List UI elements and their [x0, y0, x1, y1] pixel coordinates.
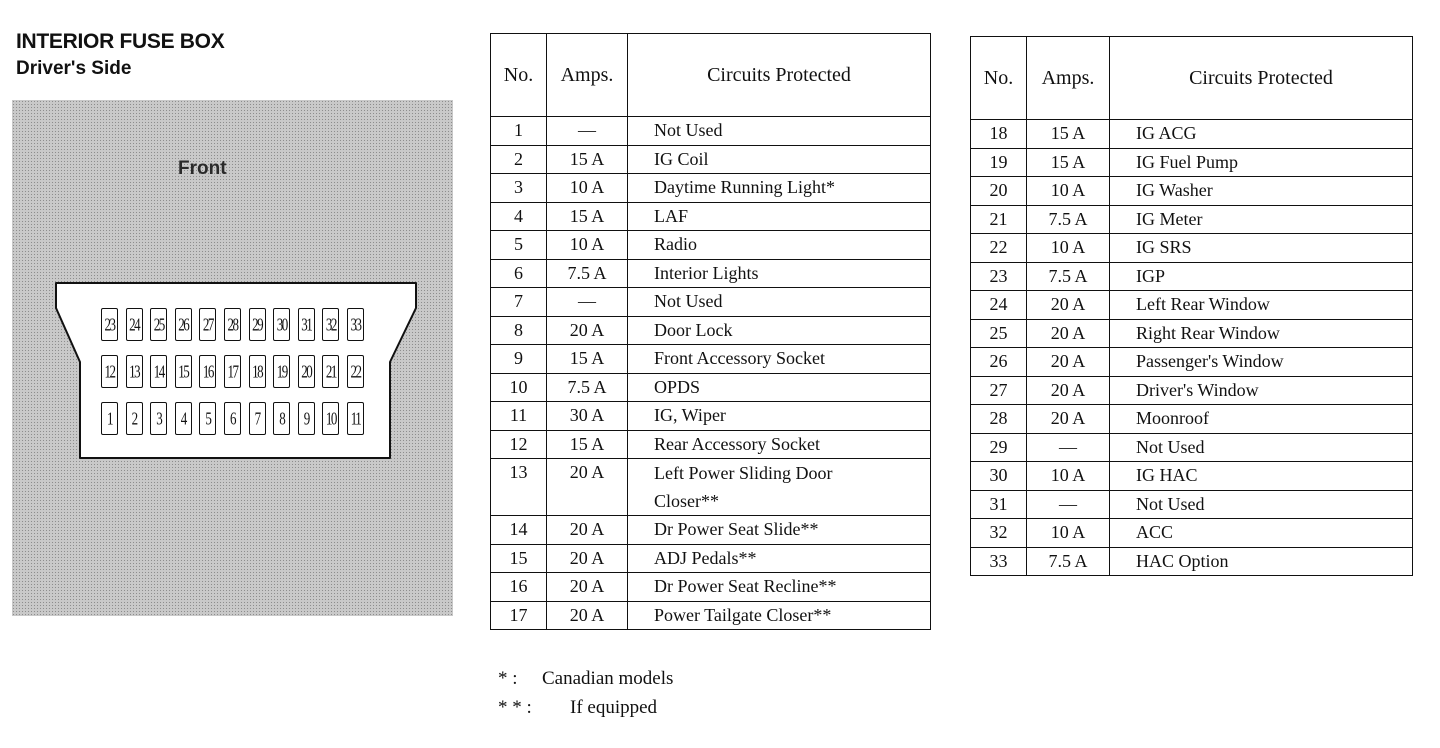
amperage-cell: 20 A: [547, 316, 628, 345]
fuse-number-cell: 14: [491, 516, 547, 545]
fuse-number: 20: [301, 360, 312, 381]
fuse-number: 17: [227, 360, 238, 381]
fuse-slot: [273, 308, 290, 341]
circuit-cell: Daytime Running Light*: [628, 174, 931, 203]
fuse-number-cell: 32: [971, 519, 1027, 548]
circuit-cell: Not Used: [628, 288, 931, 317]
fuse-number: 12: [104, 360, 115, 381]
fuse-slot: [273, 402, 290, 435]
fuse-number: 24: [129, 313, 140, 334]
circuit-cell: Front Accessory Socket: [628, 345, 931, 374]
table-row: [491, 544, 931, 573]
fuse-slot: [126, 402, 143, 435]
amperage-cell: 7.5 A: [1027, 205, 1110, 234]
fuse-slot: [249, 355, 266, 388]
amperage-cell: —: [547, 117, 628, 146]
fuse-number-cell: 27: [971, 376, 1027, 405]
amperage-cell: 15 A: [547, 202, 628, 231]
amperage-cell: 10 A: [1027, 177, 1110, 206]
table-row: [971, 376, 1413, 405]
footnote-mark: * * :: [498, 697, 532, 718]
table-row: [491, 373, 931, 402]
fuse-number-cell: 7: [491, 288, 547, 317]
fuse-number: 13: [129, 360, 140, 381]
fuse-number: 21: [325, 360, 336, 381]
table-row: [491, 259, 931, 288]
fuse-number: 2: [131, 407, 137, 428]
table-row: [971, 405, 1413, 434]
table-row: [491, 573, 931, 602]
footnote-equipped: [498, 697, 657, 719]
fuse-number-cell: 4: [491, 202, 547, 231]
fuse-number-cell: 16: [491, 573, 547, 602]
fuse-number-cell: 24: [971, 291, 1027, 320]
fuse-number-cell: 25: [971, 319, 1027, 348]
amperage-cell: —: [1027, 433, 1110, 462]
amperage-cell: 20 A: [547, 544, 628, 573]
table-row: [971, 490, 1413, 519]
fuse-slot: [126, 308, 143, 341]
fuse-number: 8: [279, 407, 285, 428]
fuse-number: 33: [350, 313, 361, 334]
fuse-number-cell: 9: [491, 345, 547, 374]
amperage-cell: 30 A: [547, 402, 628, 431]
table-row: [491, 516, 931, 545]
fuse-slot: [249, 402, 266, 435]
amperage-cell: 15 A: [547, 145, 628, 174]
fuse-number: 32: [325, 313, 336, 334]
table-row: [971, 291, 1413, 320]
table-row: [491, 459, 931, 516]
fuse-slot: [101, 355, 118, 388]
circuit-cell: Right Rear Window: [1110, 319, 1413, 348]
table-row: [491, 145, 931, 174]
fuse-slot: [224, 355, 241, 388]
circuit-cell: [628, 459, 931, 516]
amperage-cell: 20 A: [547, 573, 628, 602]
column-header-no: No.: [491, 34, 547, 117]
fuse-number: 18: [252, 360, 263, 381]
fuse-number: 30: [276, 313, 287, 334]
column-header-no: No.: [971, 37, 1027, 120]
fuse-number-cell: 2: [491, 145, 547, 174]
fuse-number-cell: 31: [971, 490, 1027, 519]
fuse-number-cell: 23: [971, 262, 1027, 291]
amperage-cell: 7.5 A: [547, 259, 628, 288]
table-row: [971, 547, 1413, 576]
table-row: [491, 202, 931, 231]
amperage-cell: 7.5 A: [547, 373, 628, 402]
table-row: [491, 430, 931, 459]
table-row: [491, 231, 931, 260]
fuse-number-cell: 11: [491, 402, 547, 431]
table-row: [971, 462, 1413, 491]
amperage-cell: 20 A: [547, 601, 628, 630]
fuse-number-cell: 15: [491, 544, 547, 573]
fuse-number: 25: [153, 313, 164, 334]
fuse-number-cell: 6: [491, 259, 547, 288]
table-row: [971, 348, 1413, 377]
circuit-cell: Dr Power Seat Slide**: [628, 516, 931, 545]
footnote-canadian: [498, 668, 673, 690]
fuse-slot: [175, 402, 192, 435]
circuit-cell: OPDS: [628, 373, 931, 402]
circuit-cell: Radio: [628, 231, 931, 260]
circuit-cell: Door Lock: [628, 316, 931, 345]
fuse-slot: [199, 402, 216, 435]
fuse-number-cell: 3: [491, 174, 547, 203]
fuse-number-cell: 21: [971, 205, 1027, 234]
fuse-slot: [150, 402, 167, 435]
circuit-cell: Dr Power Seat Recline**: [628, 573, 931, 602]
amperage-cell: 7.5 A: [1027, 547, 1110, 576]
circuit-cell: ACC: [1110, 519, 1413, 548]
table-row: [491, 316, 931, 345]
page-title: INTERIOR FUSE BOX: [16, 30, 225, 53]
fuse-number: 5: [205, 407, 211, 428]
column-header-circuits: Circuits Protected: [1110, 37, 1413, 120]
fuse-number-cell: 10: [491, 373, 547, 402]
table-row: [971, 319, 1413, 348]
footnote-text: Canadian models: [542, 668, 674, 689]
fuse-number: 14: [153, 360, 164, 381]
circuit-cell: Interior Lights: [628, 259, 931, 288]
amperage-cell: 20 A: [547, 459, 628, 516]
table-row: [971, 205, 1413, 234]
fuse-slot: [249, 308, 266, 341]
fuse-number-cell: 18: [971, 120, 1027, 149]
amperage-cell: 20 A: [1027, 405, 1110, 434]
fuse-number: 28: [227, 313, 238, 334]
amperage-cell: 20 A: [1027, 376, 1110, 405]
circuit-cell: ADJ Pedals**: [628, 544, 931, 573]
fuse-slot: [150, 355, 167, 388]
fuse-number-cell: 13: [491, 459, 547, 516]
fuse-number-cell: 19: [971, 148, 1027, 177]
fuse-number-cell: 12: [491, 430, 547, 459]
fuse-number: 31: [301, 313, 312, 334]
fuse-table-left: [490, 33, 931, 630]
circuit-cell: Not Used: [1110, 490, 1413, 519]
fuse-number: 11: [350, 407, 361, 428]
amperage-cell: 15 A: [1027, 120, 1110, 149]
amperage-cell: 15 A: [1027, 148, 1110, 177]
fuse-slot: [322, 355, 339, 388]
table-row: [491, 117, 931, 146]
fuse-number-cell: 5: [491, 231, 547, 260]
circuit-cell: Not Used: [1110, 433, 1413, 462]
fuse-number-cell: 30: [971, 462, 1027, 491]
circuit-cell: Not Used: [628, 117, 931, 146]
table-row: [971, 234, 1413, 263]
fuse-number: 4: [180, 407, 186, 428]
table-row: [971, 262, 1413, 291]
amperage-cell: 10 A: [1027, 234, 1110, 263]
amperage-cell: —: [547, 288, 628, 317]
fuse-slot: [199, 308, 216, 341]
fuse-slot: [298, 355, 315, 388]
fuse-number-cell: 22: [971, 234, 1027, 263]
fuse-number-cell: 17: [491, 601, 547, 630]
table-row: [971, 433, 1413, 462]
circuit-line: Closer**: [654, 491, 719, 511]
fuse-slot: [175, 308, 192, 341]
circuit-cell: Driver's Window: [1110, 376, 1413, 405]
fuse-number: 23: [104, 313, 115, 334]
fuse-slot: [199, 355, 216, 388]
fuse-slot: [150, 308, 167, 341]
fuse-number-cell: 20: [971, 177, 1027, 206]
circuit-cell: LAF: [628, 202, 931, 231]
circuit-line: Left Power Sliding Door: [654, 463, 833, 483]
fuse-number-cell: 8: [491, 316, 547, 345]
fuse-number: 26: [178, 313, 189, 334]
table-row: [971, 519, 1413, 548]
fuse-number-cell: 28: [971, 405, 1027, 434]
circuit-cell: IG Coil: [628, 145, 931, 174]
footnote-text: If equipped: [570, 697, 658, 718]
table-row: [491, 288, 931, 317]
circuit-cell: IGP: [1110, 262, 1413, 291]
fuse-slot: [273, 355, 290, 388]
circuit-cell: Passenger's Window: [1110, 348, 1413, 377]
fuse-slot: [126, 355, 143, 388]
amperage-cell: 20 A: [1027, 291, 1110, 320]
circuit-cell: Power Tailgate Closer**: [628, 601, 931, 630]
fuse-number-cell: 33: [971, 547, 1027, 576]
circuit-cell: IG HAC: [1110, 462, 1413, 491]
fuse-slot: [347, 308, 364, 341]
amperage-cell: 20 A: [1027, 319, 1110, 348]
amperage-cell: 10 A: [547, 174, 628, 203]
column-header-amps: Amps.: [547, 34, 628, 117]
fuse-number: 27: [202, 313, 213, 334]
fuse-number: 16: [202, 360, 213, 381]
circuit-cell: Moonroof: [1110, 405, 1413, 434]
footnote-mark: * :: [498, 668, 518, 689]
circuit-cell: IG ACG: [1110, 120, 1413, 149]
circuit-cell: Rear Accessory Socket: [628, 430, 931, 459]
fuse-slot: [322, 402, 339, 435]
fuse-slot: [224, 308, 241, 341]
circuit-cell: Left Rear Window: [1110, 291, 1413, 320]
fuse-number-cell: 26: [971, 348, 1027, 377]
circuit-cell: IG Washer: [1110, 177, 1413, 206]
amperage-cell: 20 A: [547, 516, 628, 545]
table-row: [491, 345, 931, 374]
fuse-number-cell: 1: [491, 117, 547, 146]
fuse-slot: [101, 402, 118, 435]
circuit-cell: HAC Option: [1110, 547, 1413, 576]
circuit-cell: IG Meter: [1110, 205, 1413, 234]
amperage-cell: 20 A: [1027, 348, 1110, 377]
fuse-slot: [347, 355, 364, 388]
fuse-slot: [175, 355, 192, 388]
fuse-number: 6: [230, 407, 235, 428]
fuse-slot: [224, 402, 241, 435]
amperage-cell: 7.5 A: [1027, 262, 1110, 291]
fuse-number: 7: [254, 407, 260, 428]
fuse-box-diagram: [12, 100, 453, 616]
fuse-slot: [298, 308, 315, 341]
amperage-cell: 15 A: [547, 430, 628, 459]
fuse-slot: [298, 402, 315, 435]
amperage-cell: 15 A: [547, 345, 628, 374]
fuse-number: 15: [178, 360, 189, 381]
circuit-cell: IG, Wiper: [628, 402, 931, 431]
fuse-number: 22: [350, 360, 361, 381]
column-header-circuits: Circuits Protected: [628, 34, 931, 117]
amperage-cell: 10 A: [1027, 462, 1110, 491]
amperage-cell: 10 A: [547, 231, 628, 260]
fuse-table-right: [970, 36, 1413, 576]
fuse-slot: [101, 308, 118, 341]
table-row: [971, 177, 1413, 206]
fuse-slot: [347, 402, 364, 435]
circuit-cell: IG Fuel Pump: [1110, 148, 1413, 177]
fuse-number: 19: [276, 360, 287, 381]
table-row: [491, 174, 931, 203]
table-row: [971, 148, 1413, 177]
table-row: [491, 601, 931, 630]
fuse-number: 1: [107, 407, 112, 428]
fuse-number: 10: [325, 407, 336, 428]
page-subtitle: Driver's Side: [16, 58, 132, 79]
fuse-slot: [322, 308, 339, 341]
column-header-amps: Amps.: [1027, 37, 1110, 120]
amperage-cell: —: [1027, 490, 1110, 519]
circuit-cell: IG SRS: [1110, 234, 1413, 263]
table-row: [971, 120, 1413, 149]
table-row: [491, 402, 931, 431]
fuse-number: 29: [252, 313, 263, 334]
fuse-number-cell: 29: [971, 433, 1027, 462]
fuse-number: 3: [156, 407, 162, 428]
amperage-cell: 10 A: [1027, 519, 1110, 548]
front-label: Front: [178, 158, 227, 179]
fuse-number: 9: [303, 407, 309, 428]
